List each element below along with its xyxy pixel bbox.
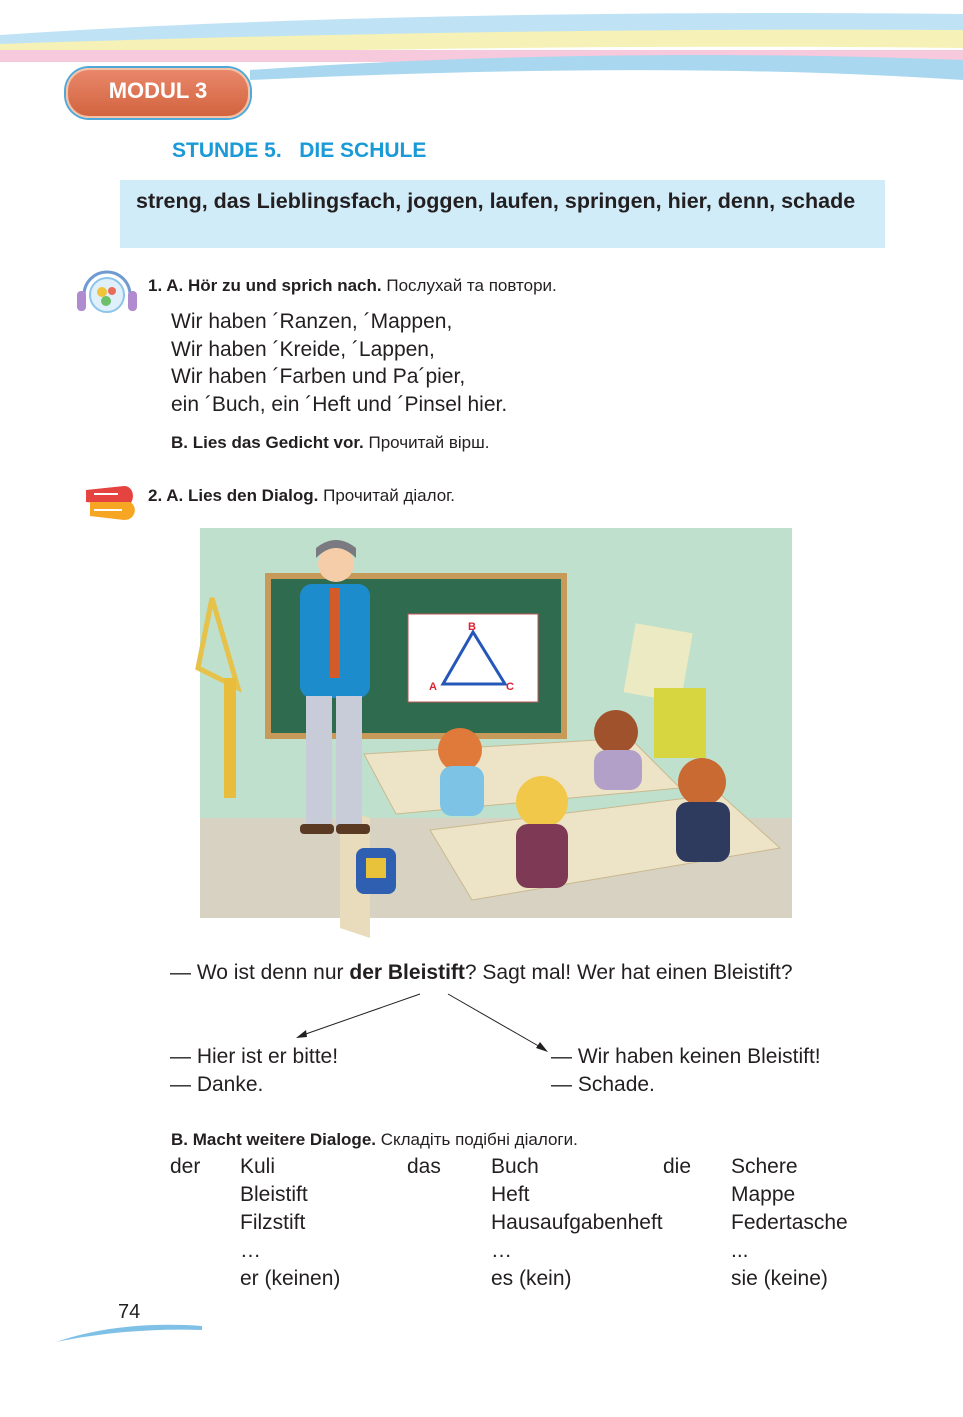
exercise2-a-instruction (148, 486, 455, 506)
board-label-b: B (468, 621, 476, 633)
dialog-answer-left-2: — Danke. (170, 1073, 264, 1096)
classroom-illustration (160, 518, 832, 946)
word-item: Bleistift (240, 1183, 308, 1206)
poem-line: ein ´Buch, ein ´Heft und ´Pinsel hier. (171, 392, 508, 416)
lesson-title: STUNDE 5. DIE SCHULE (172, 139, 427, 162)
page-number: 74 (118, 1301, 141, 1323)
dialog-question-end: ? Sagt mal! Wer hat einen Bleistift? (464, 961, 793, 984)
exercise2-b-bold: B. Macht weitere Dialoge. (171, 1130, 376, 1149)
word-item: Buch (491, 1155, 539, 1178)
word-item: Filzstift (240, 1211, 306, 1234)
word-item: … (491, 1239, 512, 1262)
word-item: Federtasche (731, 1211, 848, 1234)
exercise1-b-translation: Прочитай вірш. (368, 433, 490, 452)
article-das: das (407, 1155, 441, 1178)
word-item: Mappe (731, 1183, 796, 1206)
exercise1-b-instruction (171, 433, 489, 453)
word-column-neuter (491, 1153, 663, 1293)
dialog-answer-right-2: — Schade. (551, 1073, 655, 1096)
word-item: Schere (731, 1155, 798, 1178)
poem-line: Wir haben ´Ranzen, ´Mappen, (171, 310, 453, 333)
dialog-question-bold: der Bleistift (349, 961, 465, 984)
word-column-masculine (240, 1153, 340, 1293)
vocabulary-text: streng, das Lieblingsfach, joggen, laufen, springen, hier, denn, schade (136, 189, 856, 213)
word-item: es (kein) (491, 1267, 572, 1290)
word-item: er (keinen) (240, 1267, 341, 1290)
exercise1-a-instruction (148, 276, 557, 296)
exercise2-b-translation: Складіть подібні діалоги. (380, 1130, 578, 1149)
word-item: … (240, 1239, 261, 1262)
headphones-icon (74, 265, 140, 319)
exercise2-a-bold: 2. A. Lies den Dialog. (148, 486, 319, 505)
word-item: sie (keine) (731, 1267, 828, 1290)
poem-line: Wir haben ´Farben und Pa´pier, (171, 365, 466, 388)
word-item: Hausaufgabenheft (491, 1211, 663, 1234)
poem-line: Wir haben ´Kreide, ´Lappen, (171, 337, 435, 361)
footer-wave-decoration (56, 1320, 206, 1344)
dialog-question (170, 961, 793, 985)
word-item: Heft (491, 1183, 530, 1206)
article-der: der (170, 1155, 201, 1178)
poem (171, 308, 507, 418)
dialog-answer-right-1: — Wir haben keinen Bleistift! (551, 1045, 821, 1068)
board-label-c: C (506, 681, 514, 693)
modul-label: MODUL 3 (108, 78, 208, 103)
exercise2-a-translation: Прочитай діалог. (323, 486, 456, 505)
word-column-feminine (731, 1153, 848, 1293)
dialog-answer-left-1: — Hier ist er bitte! (170, 1045, 339, 1068)
exercise1-a-bold: 1. A. Hör zu und sprich nach. (148, 276, 382, 295)
reading-hand-icon (84, 480, 140, 526)
exercise1-b-bold: B. Lies das Gedicht vor. (171, 433, 364, 452)
word-item: ... (731, 1239, 749, 1262)
exercise2-b-instruction (171, 1130, 578, 1150)
word-item: Kuli (240, 1155, 276, 1178)
dialog-question-start: — Wo ist denn nur (170, 961, 350, 984)
exercise1-a-translation: Послухай та повтори. (386, 276, 557, 295)
article-die: die (663, 1155, 692, 1178)
board-label-a: A (429, 681, 437, 693)
